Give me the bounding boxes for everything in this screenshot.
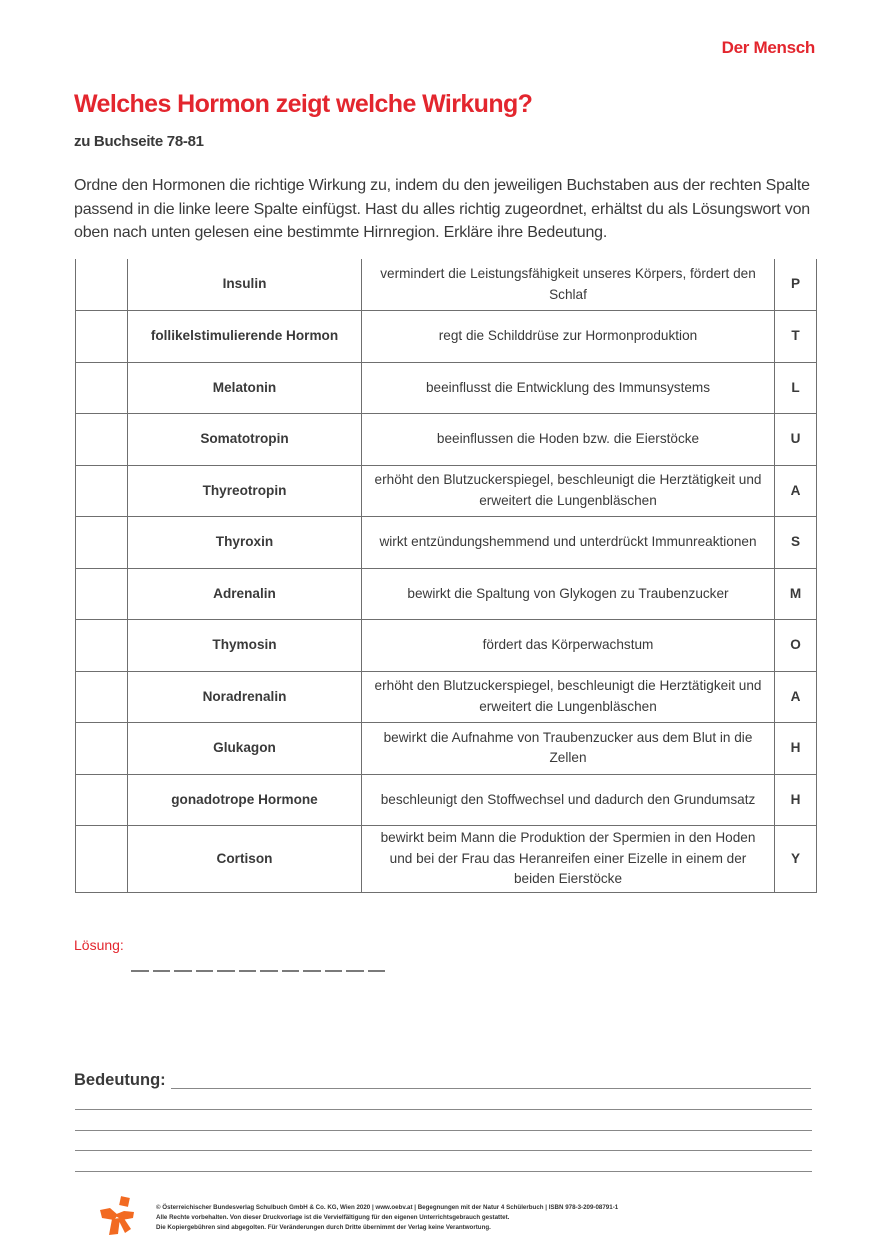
answer-cell[interactable]: [76, 517, 128, 569]
table-row: [76, 362, 817, 414]
effect-letter: H: [775, 774, 817, 826]
hormone-effect: vermindert die Leistungsfähigkeit unseres Körpers, fördert den Schlaf: [362, 259, 775, 311]
table-row: [76, 723, 817, 775]
meaning-answer-line[interactable]: [75, 1130, 812, 1131]
hormone-effect: wirkt entzündungshemmend und unterdrückt Immunreaktionen: [362, 517, 775, 569]
meaning-label: Bedeutung:: [74, 1071, 166, 1089]
table-row: [76, 620, 817, 672]
section-label: Der Mensch: [721, 38, 815, 57]
hormone-matching-table: [75, 259, 817, 893]
table-row: [76, 568, 817, 620]
solution-blank[interactable]: [368, 970, 386, 972]
hormone-effect: regt die Schilddrüse zur Hormonproduktion: [362, 311, 775, 363]
effect-letter: M: [775, 568, 817, 620]
answer-cell[interactable]: [76, 774, 128, 826]
table-row: [76, 311, 817, 363]
table-row: [76, 259, 817, 311]
hormone-effect: beschleunigt den Stoffwechsel und dadurch den Grundumsatz: [362, 774, 775, 826]
page-title: Welches Hormon zeigt welche Wirkung?: [74, 90, 533, 118]
solution-blank[interactable]: [131, 970, 149, 972]
table-row: [76, 774, 817, 826]
answer-cell[interactable]: [76, 568, 128, 620]
solution-blank[interactable]: [239, 970, 257, 972]
effect-letter: T: [775, 311, 817, 363]
answer-cell[interactable]: [76, 362, 128, 414]
answer-cell[interactable]: [76, 671, 128, 723]
footer-line-1: © Österreichischer Bundesverlag Schulbuch GmbH & Co. KG, Wien 2020 | www.oebv.at | Begegnungen mit der Natur 4 Schülerbuch | ISBN 978-3-209-08791-1: [156, 1204, 619, 1211]
table-row: [76, 414, 817, 466]
hormone-name: Glukagon: [128, 723, 362, 775]
answer-cell[interactable]: [76, 620, 128, 672]
answer-cell[interactable]: [76, 311, 128, 363]
hormone-name: Noradrenalin: [128, 671, 362, 723]
table-row: [76, 465, 817, 517]
effect-letter: Y: [775, 826, 817, 893]
solution-blank[interactable]: [174, 970, 192, 972]
page-subtitle: zu Buchseite 78-81: [74, 133, 204, 150]
effect-letter: A: [775, 465, 817, 517]
hormone-name: Thymosin: [128, 620, 362, 672]
effect-letter: A: [775, 671, 817, 723]
answer-cell[interactable]: [76, 826, 128, 893]
effect-letter: O: [775, 620, 817, 672]
effect-letter: P: [775, 259, 817, 311]
hormone-effect: bewirkt die Aufnahme von Traubenzucker aus dem Blut in die Zellen: [362, 723, 775, 775]
solution-label: Lösung:: [74, 937, 124, 953]
solution-blank[interactable]: [346, 970, 364, 972]
effect-letter: U: [775, 414, 817, 466]
effect-letter: H: [775, 723, 817, 775]
hormone-name: gonadotrope Hormone: [128, 774, 362, 826]
answer-cell[interactable]: [76, 465, 128, 517]
hormone-name: Adrenalin: [128, 568, 362, 620]
solution-blank[interactable]: [196, 970, 214, 972]
meaning-answer-line[interactable]: [171, 1088, 811, 1089]
solution-blank[interactable]: [303, 970, 321, 972]
table-row: [76, 826, 817, 893]
hormone-name: Melatonin: [128, 362, 362, 414]
table-row: [76, 671, 817, 723]
effect-letter: L: [775, 362, 817, 414]
instructions-text: Ordne den Hormonen die richtige Wirkung zu, indem du den jeweiligen Buchstaben aus der rechten Spalte passend in die linke leere Spalte einfügst. Hast du alles richtig zugeordnet, erhältst du als Lösungswort von oben nach unten gelesen eine bestimmte Hirnregion. Erkläre ihre Bedeutung.: [74, 177, 810, 241]
hormone-effect: fördert das Körperwachstum: [362, 620, 775, 672]
oebv-star-logo-icon: [98, 1196, 138, 1236]
hormone-name: Thyroxin: [128, 517, 362, 569]
copyright-footer: [156, 1203, 618, 1233]
meaning-answer-line[interactable]: [75, 1109, 812, 1110]
hormone-effect: erhöht den Blutzuckerspiegel, beschleunigt die Herztätigkeit und erweitert die Lungenbläschen: [362, 465, 775, 517]
hormone-name: Cortison: [128, 826, 362, 893]
hormone-name: Insulin: [128, 259, 362, 311]
hormone-name: follikelstimulierende Hormon: [128, 311, 362, 363]
hormone-effect: beeinflusst die Entwicklung des Immunsystems: [362, 362, 775, 414]
solution-blank[interactable]: [325, 970, 343, 972]
hormone-name: Somatotropin: [128, 414, 362, 466]
solution-blank[interactable]: [260, 970, 278, 972]
table-row: [76, 517, 817, 569]
answer-cell[interactable]: [76, 723, 128, 775]
solution-blanks[interactable]: [131, 970, 385, 972]
solution-blank[interactable]: [217, 970, 235, 972]
solution-blank[interactable]: [153, 970, 171, 972]
hormone-effect: beeinflussen die Hoden bzw. die Eierstöcke: [362, 414, 775, 466]
hormone-effect: bewirkt die Spaltung von Glykogen zu Traubenzucker: [362, 568, 775, 620]
answer-cell[interactable]: [76, 414, 128, 466]
effect-letter: S: [775, 517, 817, 569]
solution-blank[interactable]: [282, 970, 300, 972]
meaning-answer-line[interactable]: [75, 1150, 812, 1151]
hormone-effect: erhöht den Blutzuckerspiegel, beschleunigt die Herztätigkeit und erweitert die Lungenbläschen: [362, 671, 775, 723]
meaning-answer-line[interactable]: [75, 1171, 812, 1172]
footer-line-3: Die Kopiergebühren sind abgegolten. Für Veränderungen durch Dritte übernimmt der Verlag keine Verantwortung.: [156, 1224, 491, 1231]
answer-cell[interactable]: [76, 259, 128, 311]
footer-line-2: Alle Rechte vorbehalten. Von dieser Druckvorlage ist die Vervielfältigung für den eigenen Unterrichtsgebrauch gestattet.: [156, 1214, 510, 1221]
hormone-effect: bewirkt beim Mann die Produktion der Spermien in den Hoden und bei der Frau das Heranreifen einer Eizelle in einem der beiden Eierstöcke: [362, 826, 775, 893]
hormone-name: Thyreotropin: [128, 465, 362, 517]
